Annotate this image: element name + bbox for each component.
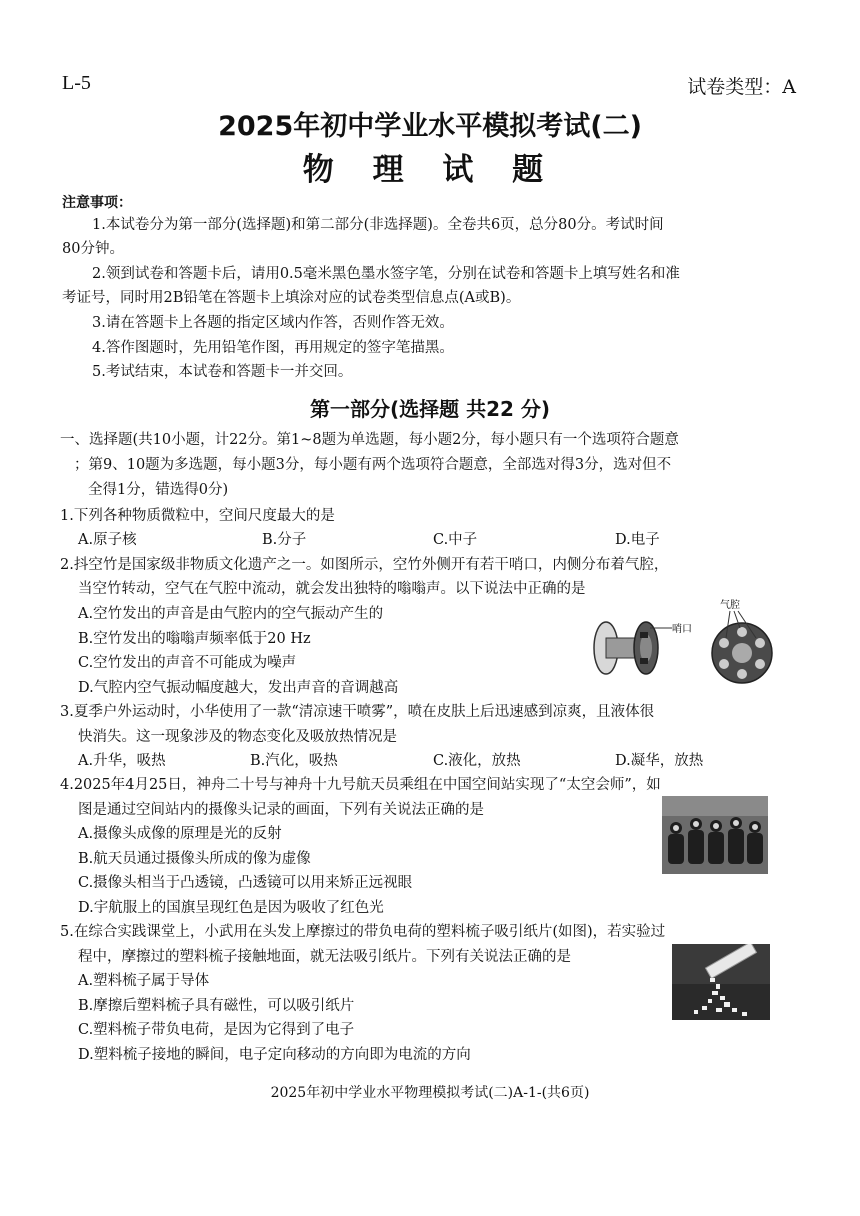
option: D.宇航服上的国旗呈现红色是因为吸收了红色光 (78, 900, 384, 916)
option: B.航天员通过摄像头所成的像为虚像 (78, 851, 311, 867)
note-line: 3.请在答题卡上各题的指定区域内作答，否则作答无效。 (92, 315, 454, 331)
whistle-label: 哨口 (672, 624, 692, 635)
note-line: 80分钟。 (62, 241, 124, 257)
question-stem: 快消失。这一现象涉及的物态变化及吸放热情况是 (78, 729, 397, 745)
option: A.原子核 (78, 532, 137, 548)
note-line: 2.领到试卷和答题卡后，请用0.5毫米黑色墨水签字笔，分别在试卷和答题卡上填写姓名和准 (92, 266, 680, 282)
question-stem: 3.夏季户外运动时，小华使用了一款“清凉速干喷雾”，喷在皮肤上后迅速感到凉爽，且液体很 (60, 704, 655, 720)
instruction-line: 全得1分，错选得0分) (88, 482, 229, 498)
option: B.空竹发出的嗡嗡声频率低于20 Hz (78, 631, 311, 647)
question-stem: 图是通过空间站内的摄像头记录的画面，下列有关说法正确的是 (78, 802, 484, 818)
option: C.塑料梳子带负电荷，是因为它得到了电子 (78, 1022, 355, 1038)
question-stem: 2.抖空竹是国家级非物质文化遗产之一。如图所示，空竹外侧开有若干哨口，内侧分布着气腔， (60, 557, 669, 573)
question-stem: 5.在综合实践课堂上，小武用在头发上摩擦过的带负电荷的塑料梳子吸引纸片(如图)，若实验过 (60, 924, 666, 940)
question-stem: 程中，摩擦过的塑料梳子接触地面，就无法吸引纸片。下列有关说法正确的是 (78, 949, 571, 965)
option: C.中子 (433, 532, 478, 548)
option: C.摄像头相当于凸透镜，凸透镜可以用来矫正远视眼 (78, 875, 413, 891)
option: A.空竹发出的声音是由气腔内的空气振动产生的 (78, 606, 384, 622)
section-title: 第一部分(选择题 共22 分) (309, 397, 551, 421)
option: A.塑料梳子属于导体 (78, 973, 210, 989)
option: B.摩擦后塑料梳子具有磁性，可以吸引纸片 (78, 998, 355, 1014)
exam-title: 2025年初中学业水平模拟考试(二) (218, 111, 642, 142)
note-line: 5.考试结束，本试卷和答题卡一并交回。 (92, 364, 353, 380)
option: B.汽化，吸热 (250, 753, 338, 769)
option: B.分子 (262, 532, 307, 548)
option: A.升华，吸热 (78, 753, 166, 769)
option: D.电子 (615, 532, 660, 548)
instruction-line: 一、选择题(共10小题，计22分。第1~8题为单选题，每小题2分，每小题只有一个选项符合题意 (60, 432, 679, 448)
astronaut-photo (662, 796, 768, 874)
comb-paper-photo (672, 944, 770, 1020)
option: D.塑料梳子接地的瞬间，电子定向移动的方向即为电流的方向 (78, 1047, 471, 1063)
question-stem: 4.2025年4月25日，神舟二十号与神舟十九号航天员乘组在中国空间站实现了“太空会师”，如 (60, 777, 661, 793)
option: C.空竹发出的声音不可能成为噪声 (78, 655, 297, 671)
subject-title: 物 理 试 题 (302, 152, 558, 188)
question-stem: 1.下列各种物质微粒中，空间尺度最大的是 (60, 508, 335, 524)
option: C.液化，放热 (433, 753, 521, 769)
paper-type-label: 试卷类型：A (687, 76, 796, 98)
question-stem: 当空竹转动，空气在气腔中流动，就会发出独特的嗡嗡声。以下说法中正确的是 (78, 581, 586, 597)
page-footer: 2025年初中学业水平物理模拟考试(二)A-1-(共6页) (270, 1085, 590, 1101)
note-line: 4.答作图题时，先用铅笔作图，再用规定的签字笔描黑。 (92, 340, 454, 356)
cavity-label: 气腔 (720, 600, 740, 611)
option: D.凝华，放热 (615, 753, 704, 769)
kongzhu-figure (584, 598, 784, 688)
option: D.气腔内空气振动幅度越大，发出声音的音调越高 (78, 680, 399, 696)
note-line: 考证号，同时用2B铅笔在答题卡上填涂对应的试卷类型信息点(A或B)。 (62, 290, 521, 306)
diabolo-top-view (712, 623, 772, 683)
diabolo-side-view (594, 622, 658, 674)
option: A.摄像头成像的原理是光的反射 (78, 826, 282, 842)
notes-heading: 注意事项： (62, 195, 132, 211)
paper-code: L-5 (62, 72, 91, 94)
instruction-line: ；第9、10题为多选题，每小题3分，每小题有两个选项符合题意，全部选对得3分，选对但不 (74, 457, 672, 473)
note-line: 1.本试卷分为第一部分(选择题)和第二部分(非选择题)。全卷共6页，总分80分。考试时间 (92, 217, 664, 233)
